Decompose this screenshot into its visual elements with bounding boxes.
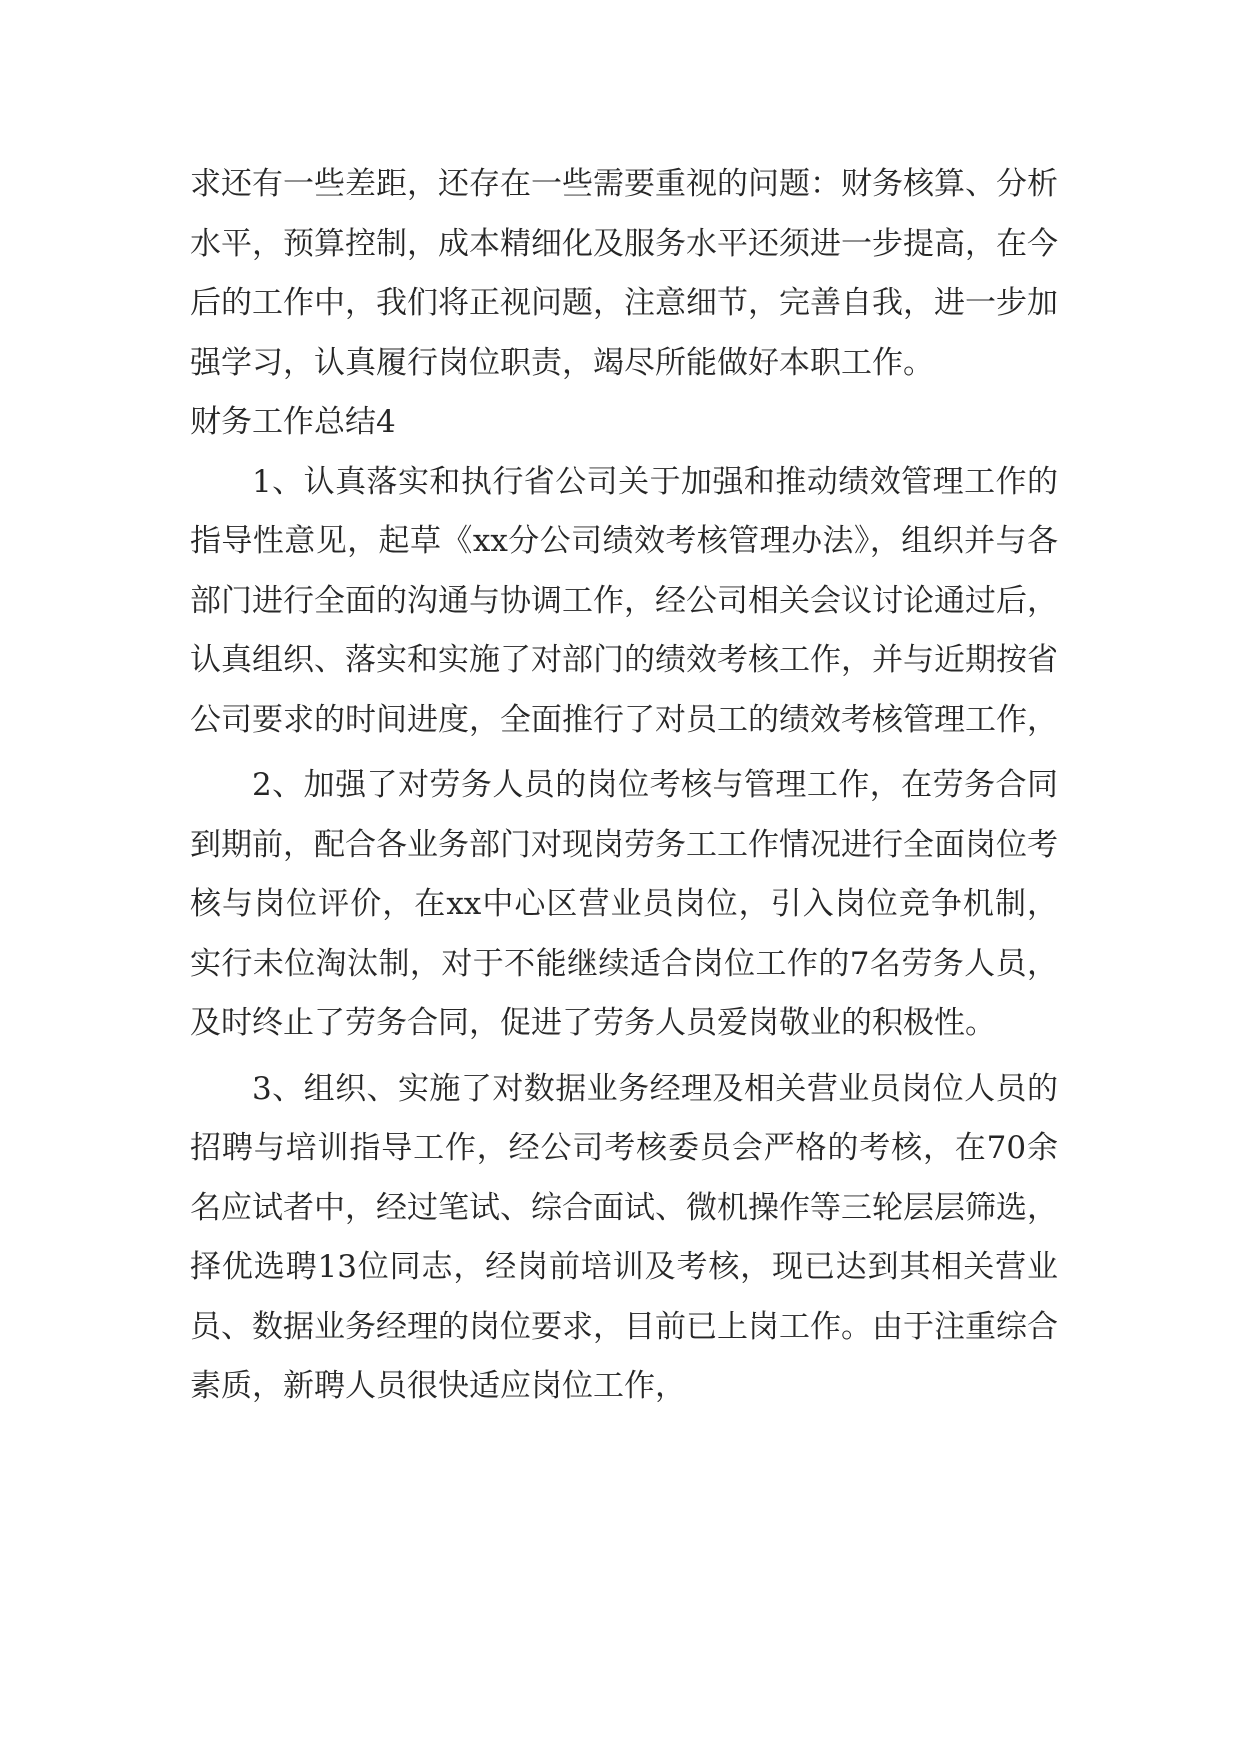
continuation-paragraph: 求还有一些差距，还存在一些需要重视的问题：财务核算、分析水平，预算控制，成本精细化及服务水平还须进一步提高，在今后的工作中，我们将正视问题，注意细节，完善自我，进一步加强学习，认真履行岗位职责，竭尽所能做好本职工作。 <box>190 166 1058 381</box>
section-heading: 财务工作总结4 <box>190 404 396 440</box>
paragraph-2: 2、加强了对劳务人员的岗位考核与管理工作，在劳务合同到期前，配合各业务部门对现岗劳务工工作情况进行全面岗位考核与岗位评价，在xx中心区营业员岗位，引入岗位竞争机制，实行未位淘汰制，对于不能继续适合岗位工作的7名劳务人员，及时终止了劳务合同，促进了劳务人员爱岗敬业的积极性。 <box>190 767 1058 1041</box>
paragraph-3: 3、组织、实施了对数据业务经理及相关营业员岗位人员的招聘与培训指导工作，经公司考核委员会严格的考核，在70余名应试者中，经过笔试、综合面试、微机操作等三轮层层筛选，择优选聘13位同志，经岗前培训及考核，现已达到其相关营业员、数据业务经理的岗位要求，目前已上岗工作。由于注重综合素质，新聘人员很快适应岗位工作， <box>190 1070 1058 1404</box>
paragraph-1: 1、认真落实和执行省公司关于加强和推动绩效管理工作的指导性意见，起草《xx分公司绩效考核管理办法》，组织并与各部门进行全面的沟通与协调工作，经公司相关会议讨论通过后，认真组织、落实和实施了对部门的绩效考核工作，并与近期按省公司要求的时间进度，全面推行了对员工的绩效考核管理工作， <box>190 463 1058 738</box>
document-body <box>190 155 1058 1417</box>
